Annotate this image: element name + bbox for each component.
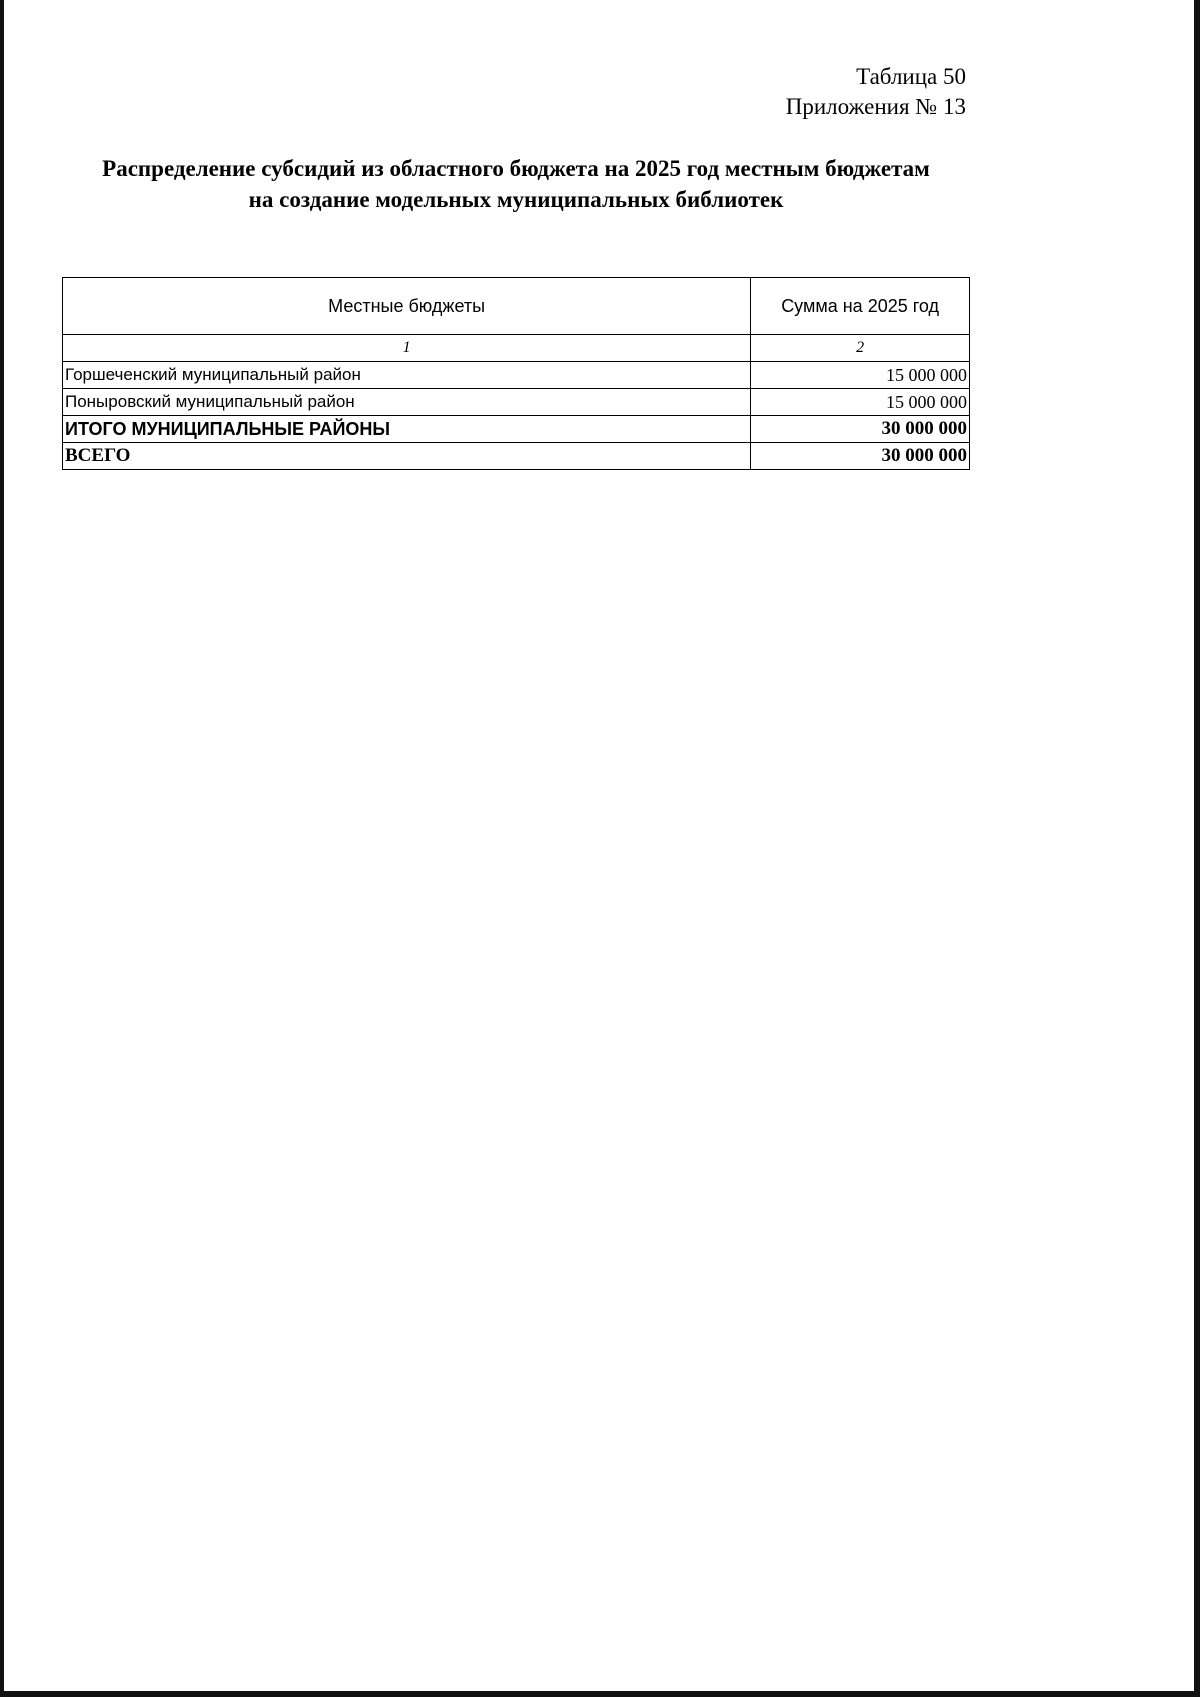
subtotal-amount: 30 000 000 bbox=[751, 416, 970, 443]
row-name: Поныровский муниципальный район bbox=[63, 389, 751, 416]
scan-edge-right bbox=[1194, 0, 1200, 1697]
column-index-2: 2 bbox=[751, 335, 970, 362]
table-row bbox=[63, 389, 970, 416]
document-title-line-1: Распределение субсидий из областного бюджета на 2025 год местным бюджетам bbox=[102, 156, 930, 181]
scan-edge-bottom bbox=[0, 1691, 1200, 1697]
column-index-row bbox=[63, 335, 970, 362]
total-row bbox=[63, 443, 970, 470]
header-local-budgets: Местные бюджеты bbox=[63, 278, 751, 335]
budget-table bbox=[62, 277, 970, 470]
column-index-1: 1 bbox=[63, 335, 751, 362]
header-amount-2025: Сумма на 2025 год bbox=[751, 278, 970, 335]
table-row bbox=[63, 362, 970, 389]
scan-edge-left bbox=[0, 0, 4, 1697]
page-reference bbox=[786, 62, 966, 122]
row-amount: 15 000 000 bbox=[751, 389, 970, 416]
row-amount: 15 000 000 bbox=[751, 362, 970, 389]
appendix-number: Приложения № 13 bbox=[785, 94, 966, 119]
table-number: Таблица 50 bbox=[856, 64, 966, 89]
document-title-line-2: на создание модельных муниципальных библиотек bbox=[248, 187, 784, 212]
total-amount: 30 000 000 bbox=[751, 443, 970, 470]
total-label: ВСЕГО bbox=[63, 443, 751, 470]
document-title bbox=[62, 153, 970, 215]
table-header-row bbox=[63, 278, 970, 335]
subtotal-label: ИТОГО МУНИЦИПАЛЬНЫЕ РАЙОНЫ bbox=[63, 416, 751, 443]
row-name: Горшеченский муниципальный район bbox=[63, 362, 751, 389]
subtotal-row bbox=[63, 416, 970, 443]
